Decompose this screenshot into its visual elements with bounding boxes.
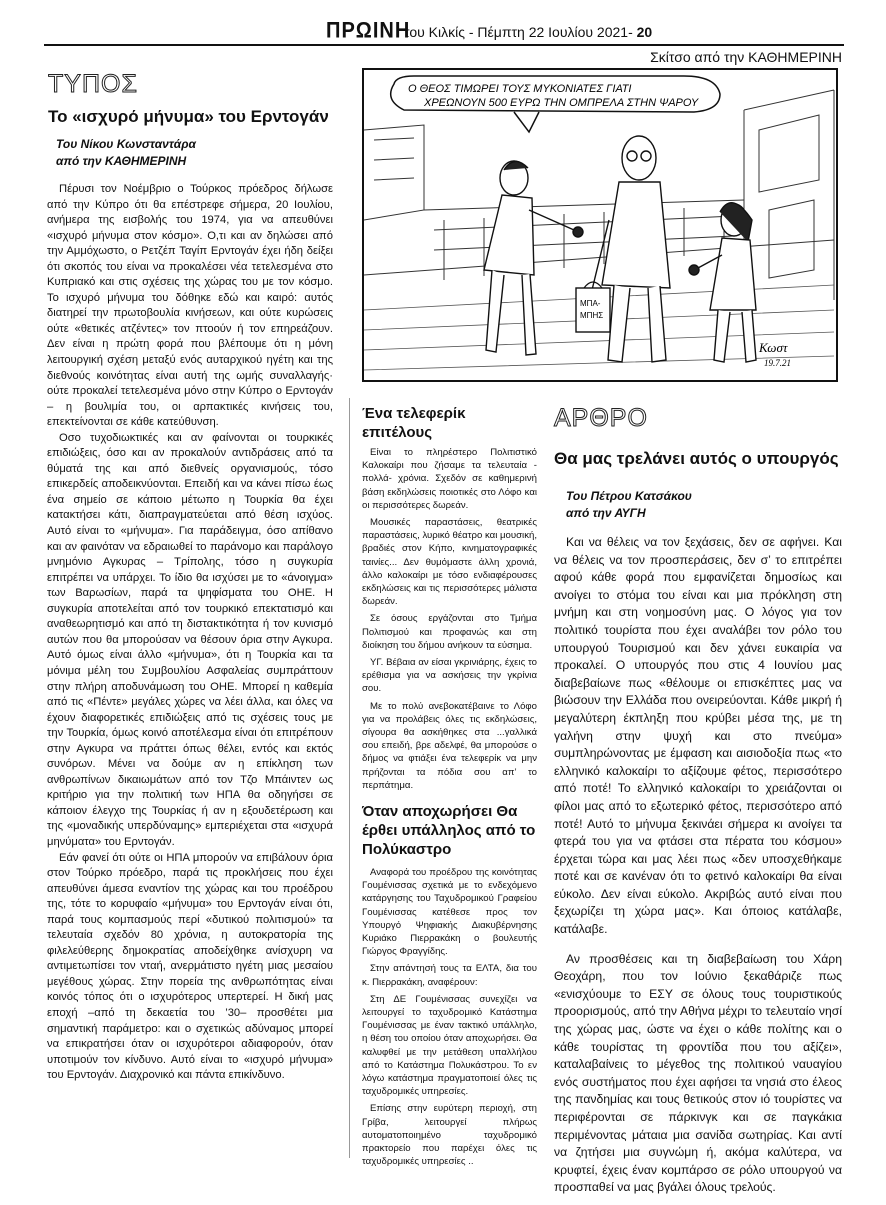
- article3-title: Όταν αποχωρήσει Θα έρθει υπάλληλος από το Πολύκαστρο: [362, 803, 536, 858]
- reporter-right: [689, 203, 756, 362]
- article4-kicker: ΑΡΘΡΟ: [554, 404, 648, 432]
- speech-line-1: Ο ΘΕΟΣ ΤΙΜΩΡΕΙ ΤΟΥΣ ΜΥΚΟΝΙΑΤΕΣ ΓΙΑΤΙ: [408, 83, 632, 95]
- sketch-credit: Σκίτσο από την ΚΑΘΗΜΕΡΙΝΗ: [650, 49, 842, 65]
- article2-paragraph: ΥΓ. Βέβαια αν είσαι γκρινιάρης, έχεις το ερέθισμα για να ασκήσεις την γκρίνια σου.: [362, 657, 537, 695]
- article3-body: [362, 866, 537, 1172]
- column-divider: [349, 398, 350, 1158]
- page-header: [44, 20, 844, 46]
- article3-paragraph: Αναφορά του προέδρου της κοινότητας Γουμένισσας σχετικά με το ενδεχόμενο κατάργησης του Ταχυδρομικού Γραφείου Γουμένισσας κατέθεσε προς τον Υπουργό Ψηφιακής Διακυβέρνησης Κυριάκο Πιερρακάκη ο βουλευτής Γιώργος Φραγγίδης.: [362, 867, 537, 958]
- page-number: 20: [636, 24, 653, 40]
- article4-paragraph: Αν προσθέσεις και τη διαβεβαίωση του Χάρη Θεοχάρη, που τον Ιούνιο ξεκαθάριζε πως «ενισχύουμε το ΕΣΥ σε όλους τους τουριστικούς προορισμούς, από την Αθήνα μέχρι το τελευταίο νησί της χώρας μας, ώστε να έχει ο κάθε πολίτης και ο κάθε τουρίστας τη φροντίδα που του αξίζει», καταλαβαίνεις το μέγεθος της πολιτικού ναυαγίου ενός συστήματος που έχει αφήσει τα νησιά στο έλεος της πανδημίας και τους θετικούς στον ιό τουρίστες να περιφέρονται σε πάρκινγκ και σε παγκάκια περιμένοντας μάταια μια σανίδα σωτηρίας. Και αντί να ζητήσει μια συγνώμη ή, ακόμα καλύτερα, να κρυφτεί, έχεις έναν κομπάρσο σε ρόλο υπουργού να προσπαθεί να μας βγάλει όλους τρελούς.: [554, 951, 842, 1195]
- cartoon: [362, 68, 838, 382]
- article4-paragraph: Και να θέλεις να τον ξεχάσεις, δεν σε αφήνει. Και να θέλεις να τον προσπεράσεις, δεν σ’ το επιτρέπει αφού κάθε φορά που εμφανίζεται δημοσίως και ανοίγει το στόμα του είναι και μια πρόκληση στη μνήμη και στη νοημοσύνη μας. Ο λόγος για τον πολιτικό τουρίστα που έχει αναλάβει τον ρόλο του υπουργού Τουρισμού και δεν χάνει ευκαιρία να προκαλεί. Ο υπουργός που στις 4 Ιουνίου μας διαβεβαίωνε πως «θέλουμε οι επισκέπτες μας να βιώσουν την Ελλάδα που ονειρεύονται. Κάθε μικρή ή μεγαλύτερη έκπληξη που κρύβει μέσα της, με τη γαλήνη στην ψυχή και στο πνεύμα» συμπληρώνοντας με έμφαση και αισιοδοξία πως «το ελληνικό καλοκαίρι το αξίζουμε φέτος, περισσότερο από ποτέ! Το ελληνικό καλοκαίρι το χρειάζονται οι φίλοι μας από το εξωτερικό φέτος, περισσότερο από ποτέ! Αυτό το μήνυμα ξεκινάει σήμερα κι ανοίγει τα φτερά του για να φτάσει στα πέρατα του κόσμου» έρχεται τώρα και μας λέει πως «δεν υποσχεθήκαμε ποτέ και σε κανέναν ότι το φετινό καλοκαίρι θα είναι εύκολο. Δεν είναι εύκολο. Ακριβώς αυτό είναι που ξεχωρίζει τη χώρα μας». Και όποιος κατάλαβε, κατάλαβε.: [554, 535, 842, 937]
- article2-paragraph: Είναι το πληρέστερο Πολιτιστικό Καλοκαίρι που ζήσαμε τα τελευταία - πολλά- χρόνια. Σχεδόν σε καθημερινή βάση εκδηλώσεις ποιοτικές στο Λόφο και οι περισσότερες δωρεάν.: [362, 447, 537, 511]
- article2-paragraph: Μουσικές παραστάσεις, θεατρικές παραστάσεις, λυρικό θέατρο και μουσική, βραδιές στον Κήπο, κινηματογραφικές ταινίες... Δεν θυμόμαστε άλλη χρονιά, άλλο καλοκαίρι με τόσο ενδιαφέρουσες εκδηλώσεις και τις περισσότερες μάλιστα δωρεάν.: [362, 517, 537, 608]
- article4-byline: [566, 488, 692, 522]
- masthead: ΠΡΩΙΝΗ: [326, 18, 411, 44]
- article2-title: Ένα τελεφερίκ επιτέλους: [362, 405, 466, 441]
- article2-paragraph: Με το πολύ ανεβοκατέβαινε το Λόφο για να προλάβεις όλες τις εκδηλώσεις, σίγουρα θα ασκήθηκες στα ...γαλλικά σου επειδή, βρε αδελφέ, θα μπορούσε ο δήμος να φτιάξει ένα τελεφερίκ να μην πρήζονται τα πόδια σου απ’ το περπάτημα.: [362, 700, 537, 791]
- article3-paragraph: Επίσης στην ευρύτερη περιοχή, στη Γρίβα, λειτουργεί πλήρως αυτοματοποιημένο ταχυδρομικό πρακτορείο που παρέχει όλες τις ταχυδρομικές υπηρεσίες ..: [362, 1103, 537, 1168]
- article4-title: Θα μας τρελάνει αυτός ο υπουργός: [554, 449, 839, 468]
- cartoon-drawing: [364, 70, 836, 380]
- article1-source: από την ΚΑΘΗΜΕΡΙΝΗ: [56, 154, 187, 168]
- cartoon-date: 19.7.21: [764, 358, 791, 368]
- article1-body: [47, 182, 333, 1084]
- article2-paragraph: Σε όσους εργάζονται στο Τμήμα Πολιτισμού και προφανώς και στη διοίκηση του δήμου ανήκουν τα εύσημα.: [362, 613, 537, 651]
- article1-paragraph: Εάν φανεί ότι ούτε οι ΗΠΑ μπορούν να επιβάλουν όρια στον Τούρκο πρόεδρο, παρά τις προκλήσεις που έχει απευθύνει άμεσα εναντίον της χώρας και του προέδρου της, τότε το κορυφαίο «μήνυμα» του Ερντογάν είναι ότι, παρά τους κομπασμούς περί «δυτικού πολιτισμού» τα τελευταία σχεδόν 80 χρόνια, η αυτοκρατορία της φιλελεύθερης δημοκρατίας αποδείχθηκε ανίσχυρη να αντιμετωπίσει τον νταή, ανερμάτιστο ηγέτη μιας μεσαίου μεγέθους χώρας. Στην πορεία της ανθρωπότητας είναι κοινός τόπος ότι ο ισχυρότερος υπερτερεί. Η δική μας εποχή –από τη δεκαετία του ’30– προσθέτει μια σημαντική παράμετρο: και ο σχετικώς αδύναμος μπορεί να επικρατήσει όταν οι ισχυρότεροι αδιαφορούν, όταν υποτιμούν τον κίνδυνο. Αυτό είναι το «ισχυρό μήνυμα» του Ερντογάν. Διαχρονικό και πάντα επικίνδυνο.: [47, 851, 333, 1082]
- article1-title: Το «ισχυρό μήνυμα» του Ερντογάν: [48, 107, 329, 126]
- article1-paragraph: Οσο τυχοδιωκτικές και αν φαίνονται οι τουρκικές επιδιώξεις, όσο και αν προκαλούν αντιδράσεις από τα θύματά της και από διεθνείς οργανισμούς, τόσο επικερδείς αποδεικνύονται. Επειδή και να κάνει πίσω έως ένα σημείο σε κάποιο μέτωπο η Τουρκία θα έχει κατακτήσει κάτι, διαπραγματεύεται από θέση ισχύος. Αυτό είναι το «μήνυμα». Για παράδειγμα, όσο απίθανο και αν φαινόταν να εδραιωθεί το παράνομο και παράλογο μνημόνιο Αγκυρας – Τρίπολης, τόσο η συγκυρία επιτρέπει να υπάρχει. Το ίδιο θα ισχύσει με το «άνοιγμα» των Βαρωσίων, παρά τα ψηφίσματα του ΟΗΕ. Η συγκυρία αποτελείται από τον τουρκικό επεκτατισμό και αναθεωρητισμό και από τη διστακτικότητα ή τον κυνισμό αυτών που θα μπορούσαν να θέσουν όρια στην Αγκυρα. Αυτό όμως είναι άλλο «μήνυμα», ότι η Τουρκία και τα μόνιμα μέλη του Συμβουλίου Ασφαλείας συμπράττουν στην πλήρη αποδυνάμωση του ΟΗΕ. Μπορεί η καθεμία από τις «Πέντε» μεγάλες χώρες να λέει άλλα, και όλες να έχουν διαφορετικές επιδιώξεις από τις σχέσεις τους με την Τουρκία, όμως κοινό αποτέλεσμα είναι ότι επιτρέπουν στην Αγκυρα να πράττει όπως θέλει, εντός και εκτός συνόρων. Μένει να δούμε αν η επίκληση των ανθρωπίνων δικαιωμάτων από τον Τζο Μπάιντεν ως κριτήριο για την πολιτική των ΗΠΑ θα οδηγήσει σε κάποιον έλεγχο της Τουρκίας ή αν η εξουδετέρωση και της «μοναδικής υπερδύναμης» εμπεριέχεται στα «ισχυρά μηνύματα» του Ερντογάν.: [47, 431, 333, 848]
- article1-paragraph: Πέρυσι τον Νοέμβριο ο Τούρκος πρόεδρος δήλωσε από την Κύπρο ότι θα επέστρεφε σήμερα, 20 Ιουλίου, ανήμερα της εισβολής του 1974, για να απευθύνει «ισχυρό μήνυμα στον κόσμο». Ο,τι και αν δηλώσει από την Αμμόχωστο, ο Ρετζέπ Ταγίπ Ερντογάν έχει ήδη δείξει ότι σκοπός του είναι να προκαλέσει νέα τετελεσμένα στο Κυπριακό και στις σχέσεις της χώρας του με τον κόσμο. Το ισχυρό μήνυμα του δόθηκε εδώ και καιρό: αυτός διατηρεί την πρωτοβουλία κινήσεων, και ούτε κυρώσεις ούτε «θετικές ατζέντες» τον πτοούν ή τον επηρεάζουν. Δεν είναι η πρώτη φορά που βλέπουμε ότι η μόνη λειτουργική σχέση μεταξύ ενός αυταρχικού ηγέτη και της διεθνούς κοινότητας είναι αυτή της ωμής συναλλαγής· ούτε προκαλεί τετελεσμένα μόνο στην Κύπρο ο Ερντογάν – η βουλιμία του, οι αρπακτικές κινήσεις του, επεκτείνονται σε κάθε κατεύθυνση.: [47, 183, 333, 429]
- shopping-bag: [576, 282, 610, 332]
- article1-kicker: ΤΥΠΟΣ: [48, 70, 138, 98]
- background-scenery: [364, 90, 834, 300]
- speech-line-2: ΧΡΕΩΝΟΥΝ 500 ΕΥΡΩ ΤΗΝ ΟΜΠΡΕΛΑ ΣΤΗΝ ΨΑΡΟΥ: [424, 97, 699, 109]
- bag-text-1: ΜΠΑ-: [580, 299, 601, 308]
- article4-source: από την ΑΥΓΗ: [566, 506, 646, 520]
- article1-byline: [56, 136, 196, 170]
- article3-paragraph: Στην απάντησή τους τα ΕΛΤΑ, δια του κ. Πιερρακάκη, αναφέρουν:: [362, 963, 537, 988]
- article2-body: [362, 446, 537, 796]
- article3-paragraph: Στη ΔΕ Γουμένισσας συνεχίζει να λειτουργεί το ταχυδρομικό Κατάστημα Γουμένισσας με έναν τακτικό υπάλληλο, η θέση του οποίου όταν αποχωρήσει. Θα καλυφθεί με την μετάθεση υπαλλήλου από το Κατάστημα Πολυκάστρου. Το εν λόγω κατάστημα πραγματοποιεί όλες τις ταχυδρομικές υπηρεσίες.: [362, 993, 537, 1098]
- page-line: [404, 24, 652, 40]
- article1-author: Του Νίκου Κωνσταντάρα: [56, 137, 196, 151]
- cartoonist-signature: Κωστ: [759, 340, 788, 355]
- bag-text-2: ΜΠΗΣ: [580, 311, 604, 320]
- article4-body: [554, 534, 842, 1197]
- article4-author: Του Πέτρου Κατσάκου: [566, 489, 692, 503]
- page-line-text: του Κιλκίς - Πέμπτη 22 Ιουλίου 2021-: [404, 24, 633, 40]
- reporter-left: [484, 161, 583, 355]
- speech-tail: [514, 112, 539, 132]
